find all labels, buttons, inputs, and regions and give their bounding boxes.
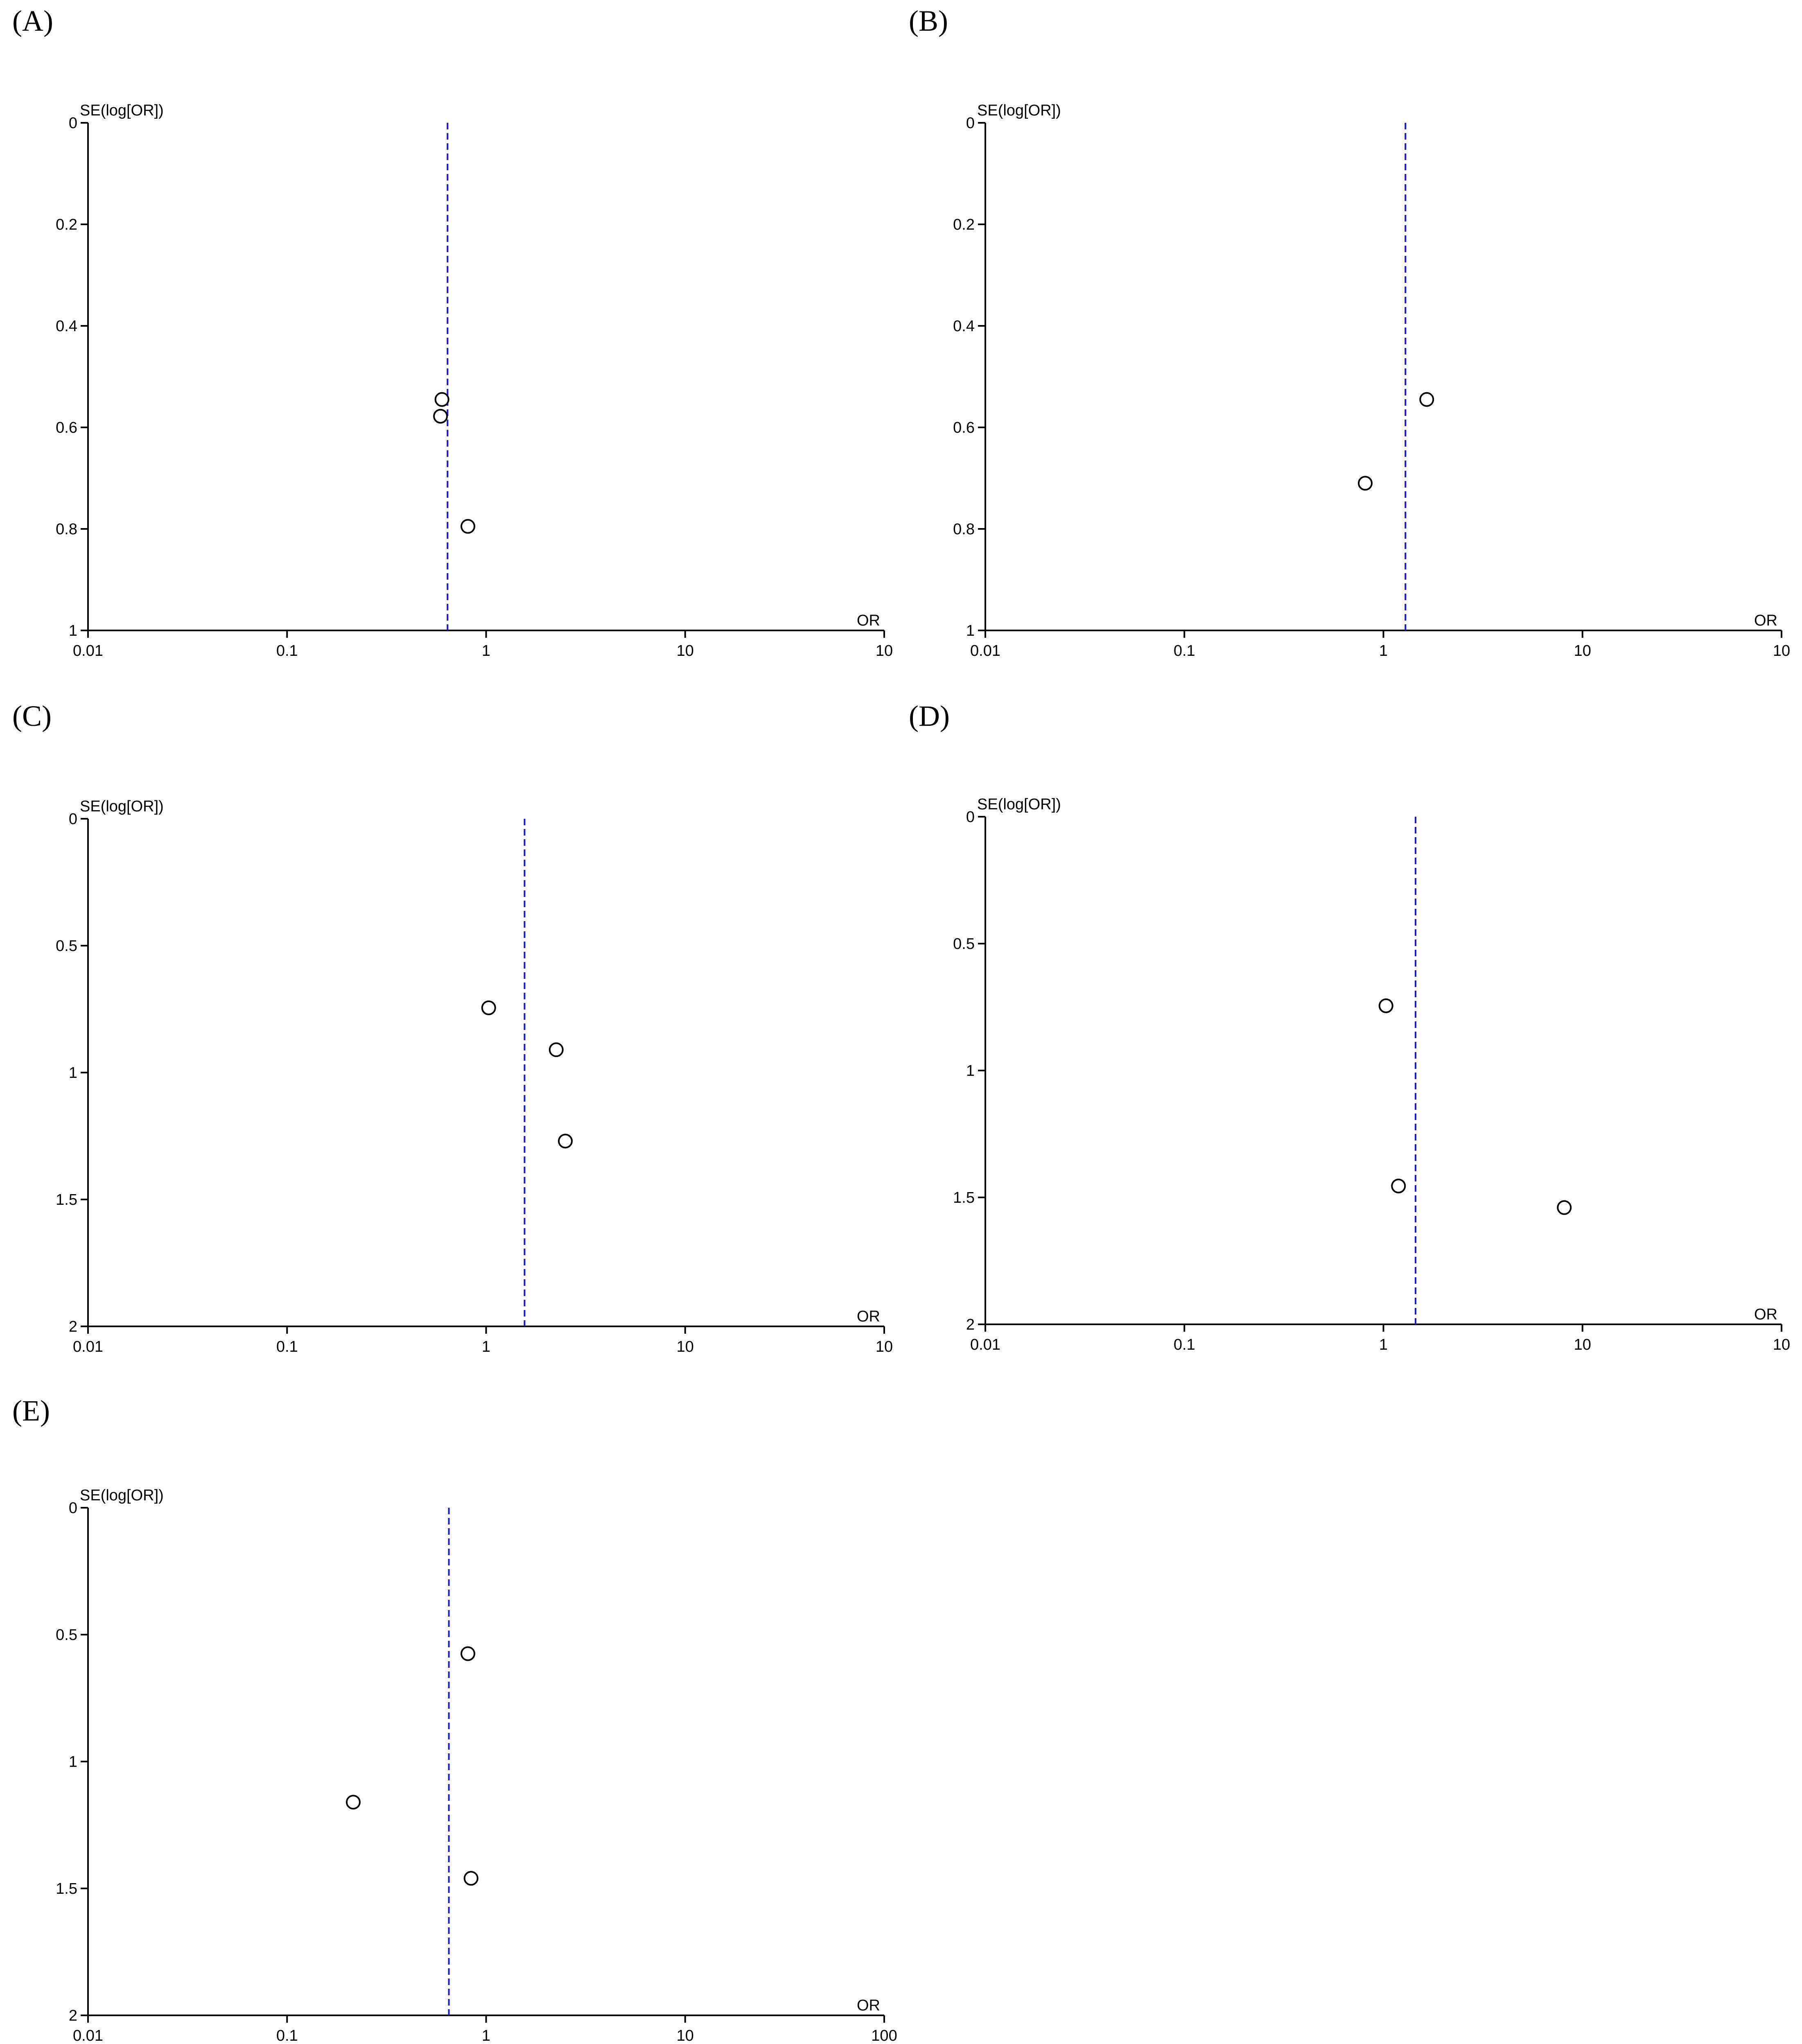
y-tick-label: 0.5 bbox=[953, 935, 975, 953]
y-tick-label: 1 bbox=[966, 1062, 975, 1080]
y-axis-title: SE(log[OR]) bbox=[977, 796, 1061, 813]
y-tick-label: 0.6 bbox=[56, 419, 77, 436]
x-tick-label: 1 bbox=[481, 642, 491, 660]
x-tick-label: 10 bbox=[676, 642, 694, 660]
y-axis-title: SE(log[OR]) bbox=[977, 102, 1061, 119]
x-tick-label: 1 bbox=[481, 1338, 491, 1355]
y-tick-label: 0.5 bbox=[56, 1626, 77, 1644]
y-tick-label: 0.5 bbox=[56, 937, 77, 955]
y-tick-label: 0.4 bbox=[56, 318, 77, 335]
x-tick-label: 0.1 bbox=[276, 2027, 298, 2044]
y-tick-label: 1 bbox=[68, 1064, 77, 1082]
y-tick-label: 2 bbox=[68, 1318, 77, 1335]
y-tick-label: 0.4 bbox=[953, 318, 975, 335]
y-tick-label: 1 bbox=[68, 1753, 77, 1771]
panel-label-e: (E) bbox=[12, 1394, 50, 1427]
study-point bbox=[1558, 1201, 1571, 1214]
panel-label-a: (A) bbox=[12, 5, 53, 37]
x-tick-label: 10 bbox=[1574, 1336, 1591, 1353]
x-tick-label: 0.1 bbox=[276, 642, 298, 660]
y-tick-label: 0 bbox=[966, 809, 975, 826]
x-tick-label: 0.1 bbox=[1173, 642, 1195, 660]
x-tick-label: 10 bbox=[875, 642, 893, 660]
y-tick-label: 1.5 bbox=[56, 1880, 77, 1897]
y-tick-label: 0 bbox=[68, 1500, 77, 1517]
y-tick-label: 2 bbox=[68, 2007, 77, 2024]
y-tick-label: 1 bbox=[68, 622, 77, 639]
x-axis-title: OR bbox=[857, 1308, 880, 1325]
x-tick-label: 100 bbox=[871, 2027, 897, 2044]
x-tick-label: 0.01 bbox=[73, 642, 103, 660]
x-tick-label: 10 bbox=[1773, 642, 1791, 660]
x-tick-label: 0.01 bbox=[73, 2027, 103, 2044]
y-tick-label: 0 bbox=[68, 115, 77, 132]
x-tick-label: 1 bbox=[481, 2027, 491, 2044]
x-axis-title: OR bbox=[1754, 612, 1777, 629]
x-tick-label: 1 bbox=[1379, 642, 1388, 660]
x-tick-label: 10 bbox=[1574, 642, 1591, 660]
y-tick-label: 0.6 bbox=[953, 419, 975, 436]
x-tick-label: 10 bbox=[875, 1338, 893, 1355]
study-point bbox=[461, 1647, 474, 1660]
panel-label-d: (D) bbox=[909, 700, 950, 732]
x-tick-label: 0.1 bbox=[1173, 1336, 1195, 1353]
study-point bbox=[1380, 999, 1393, 1012]
x-tick-label: 10 bbox=[676, 1338, 694, 1355]
x-tick-label: 0.1 bbox=[276, 1338, 298, 1355]
x-axis-title: OR bbox=[857, 1997, 880, 2014]
y-tick-label: 0.2 bbox=[56, 216, 77, 233]
y-tick-label: 0.2 bbox=[953, 216, 975, 233]
y-tick-label: 1.5 bbox=[56, 1191, 77, 1208]
x-axis-title: OR bbox=[1754, 1306, 1777, 1323]
y-tick-label: 2 bbox=[966, 1316, 975, 1333]
study-point bbox=[465, 1872, 478, 1885]
x-tick-label: 10 bbox=[1773, 1336, 1791, 1353]
y-tick-label: 0 bbox=[966, 115, 975, 132]
y-axis-title: SE(log[OR]) bbox=[80, 102, 164, 119]
study-point bbox=[1392, 1179, 1405, 1193]
x-tick-label: 0.01 bbox=[970, 642, 1000, 660]
y-tick-label: 1.5 bbox=[953, 1189, 975, 1206]
x-axis-title: OR bbox=[857, 612, 880, 629]
x-tick-label: 0.01 bbox=[970, 1336, 1000, 1353]
y-axis-title: SE(log[OR]) bbox=[80, 1487, 164, 1504]
y-tick-label: 0 bbox=[68, 811, 77, 828]
panel-label-b: (B) bbox=[909, 5, 948, 37]
y-tick-label: 0.8 bbox=[56, 521, 77, 538]
study-point bbox=[347, 1796, 360, 1809]
x-tick-label: 0.01 bbox=[73, 1338, 103, 1355]
y-axis-title: SE(log[OR]) bbox=[80, 798, 164, 815]
x-tick-label: 1 bbox=[1379, 1336, 1388, 1353]
x-tick-label: 10 bbox=[676, 2027, 694, 2044]
y-tick-label: 0.8 bbox=[953, 521, 975, 538]
y-tick-label: 1 bbox=[966, 622, 975, 639]
panel-label-c: (C) bbox=[12, 700, 52, 732]
